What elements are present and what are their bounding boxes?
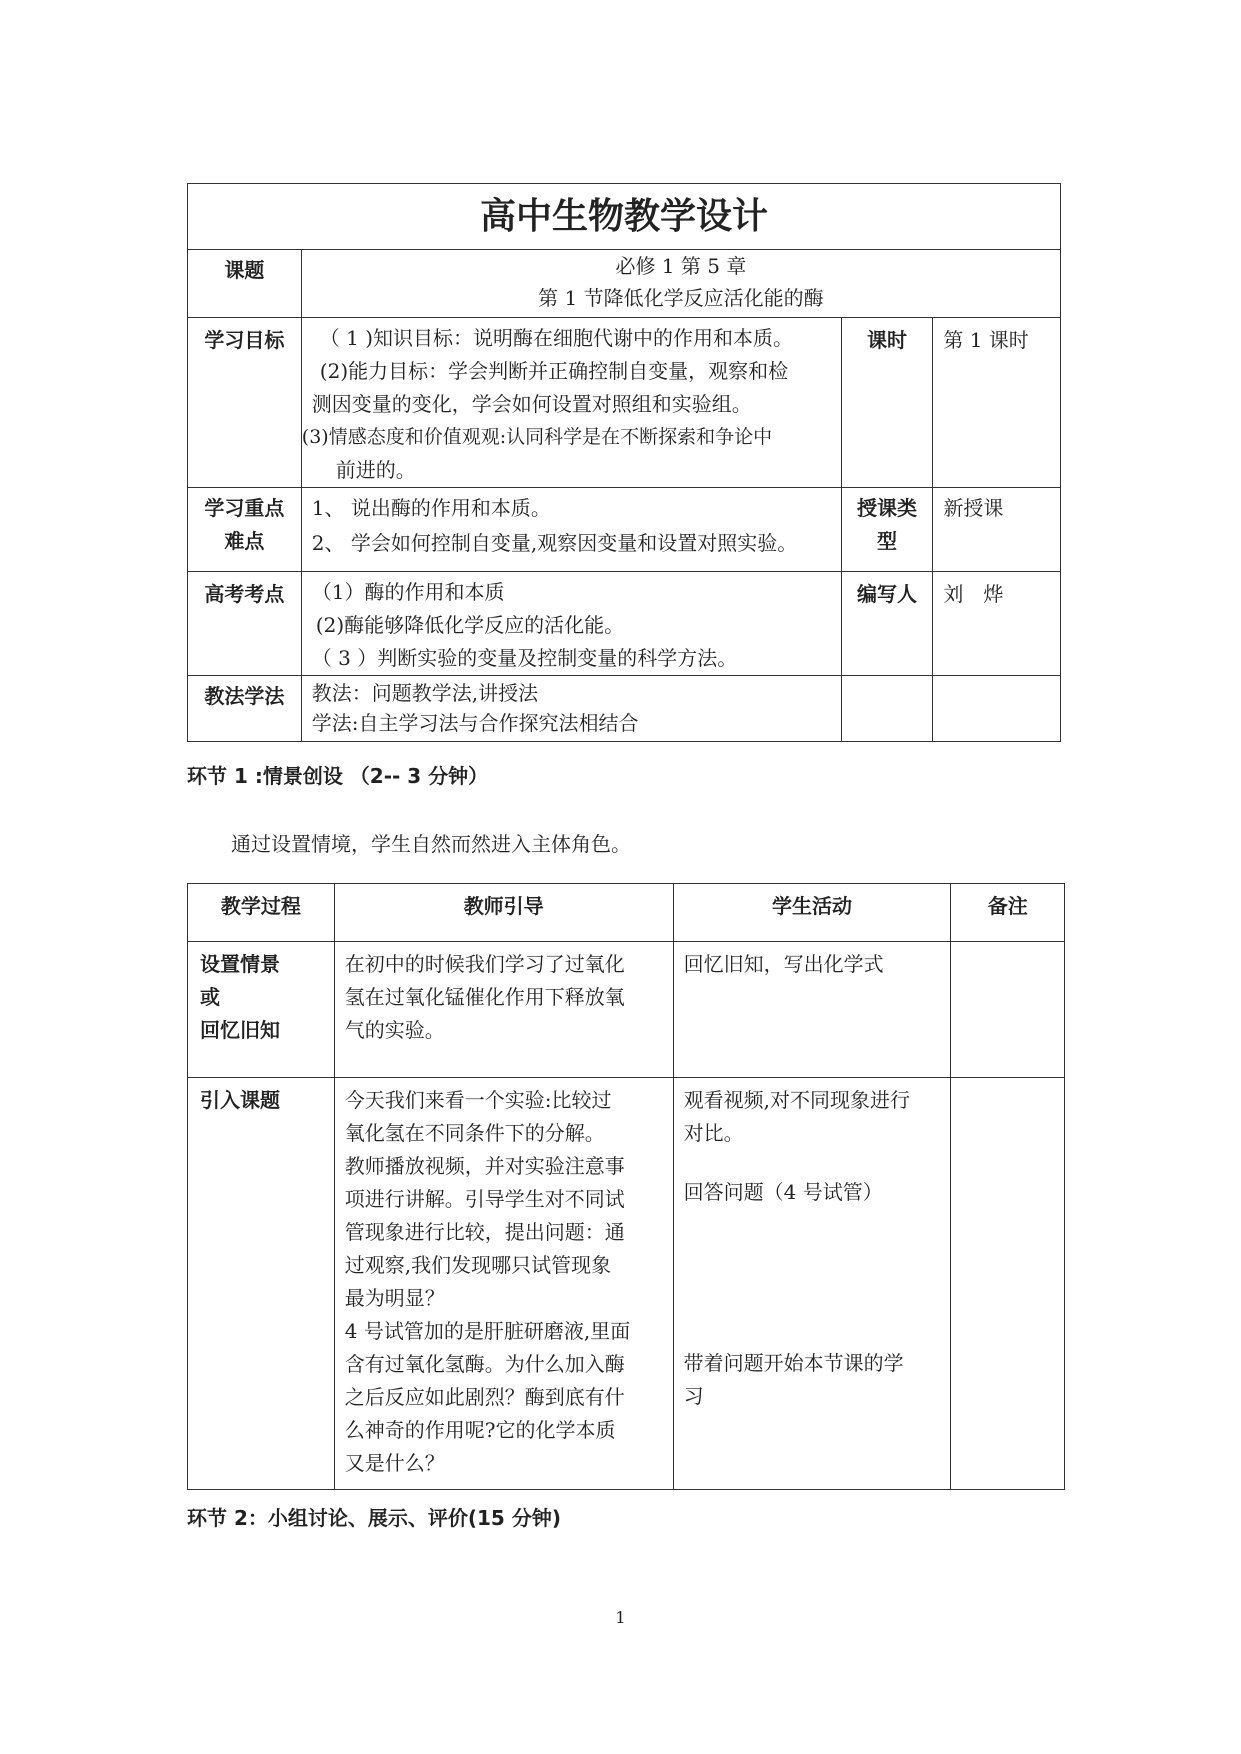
topic-label: 课题 — [188, 250, 302, 318]
student-cell — [673, 1078, 951, 1490]
objective-line: （ 1 )知识目标：说明酶在细胞代谢中的作用和本质。 — [319, 326, 794, 350]
objective-line: (2)能力目标：学会判断并正确控制自变量，观察和检 — [319, 359, 789, 383]
teacher-line: 最为明显？ — [344, 1286, 445, 1310]
empty-cell — [933, 676, 1061, 742]
teacher-line: 在初中的时候我们学习了过氧化 — [344, 952, 625, 976]
teaching-process-table — [187, 883, 1065, 1490]
stage-line: 或 — [200, 985, 220, 1009]
exam-point-line: （1）酶的作用和本质 — [311, 580, 505, 604]
student-line: 回忆旧知，写出化学式 — [683, 952, 884, 976]
teacher-cell — [334, 942, 673, 1078]
teacher-cell — [334, 1078, 673, 1490]
methods-value — [301, 676, 841, 742]
lesson-type-label — [841, 488, 933, 572]
column-header-notes: 备注 — [951, 884, 1065, 942]
key-points-label-line-1: 学习重点 — [204, 496, 285, 520]
student-line: 观看视频,对不同现象进行 — [683, 1088, 910, 1112]
teacher-line: 之后反应如此剧烈？酶到底有什 — [344, 1385, 625, 1409]
student-line: 习 — [683, 1384, 704, 1408]
lesson-type-label-line-2: 型 — [876, 529, 897, 553]
key-point-line: 1、 说出酶的作用和本质。 — [311, 496, 551, 520]
teacher-line: 项进行讲解。引导学生对不同试 — [344, 1187, 625, 1211]
method-line: 教法：问题教学法,讲授法 — [311, 681, 539, 705]
teacher-line: 4 号试管加的是肝脏研磨液,里面 — [344, 1319, 631, 1343]
objectives-value — [301, 318, 841, 488]
key-points-value — [301, 488, 841, 572]
author-label: 编写人 — [841, 572, 933, 676]
student-line: 带着问题开始本节课的学 — [683, 1351, 904, 1375]
exam-points-label: 高考考点 — [188, 572, 302, 676]
stage-line: 设置情景 — [200, 952, 280, 976]
exam-point-line: (2)酶能够降低化学反应的活化能。 — [315, 613, 625, 637]
objective-line: 测因变量的变化，学会如何设置对照组和实验组。 — [311, 392, 752, 416]
teacher-line: 过观察,我们发现哪只试管现象 — [344, 1253, 612, 1277]
column-header-student: 学生活动 — [673, 884, 951, 942]
teacher-line: 管现象进行比较，提出问题：通 — [344, 1220, 625, 1244]
objective-line: (3)情感态度和价值观观:认同科学是在不断探索和争论中 — [301, 426, 773, 448]
lesson-type-label-line-1: 授课类 — [856, 496, 917, 520]
method-line: 学法:自主学习法与合作探究法相结合 — [311, 711, 639, 735]
teacher-line: 今天我们来看一个实验:比较过 — [344, 1088, 612, 1112]
teacher-line: 气的实验。 — [344, 1018, 445, 1042]
stage-cell: 引入课题 — [188, 1078, 335, 1490]
methods-label: 教法学法 — [188, 676, 302, 742]
document-title: 高中生物教学设计 — [188, 184, 1061, 250]
page-number: 1 — [615, 1608, 626, 1627]
lesson-info-table — [187, 183, 1061, 742]
notes-cell — [951, 1078, 1065, 1490]
student-cell — [673, 942, 951, 1078]
empty-cell — [841, 676, 933, 742]
author-value: 刘 烨 — [933, 572, 1061, 676]
period-label: 课时 — [841, 318, 933, 488]
section-1-intro: 通过设置情境，学生自然而然进入主体角色。 — [231, 832, 631, 856]
column-header-stage: 教学过程 — [188, 884, 335, 942]
column-header-teacher: 教师引导 — [334, 884, 673, 942]
teacher-line: 氧化氢在不同条件下的分解。 — [344, 1121, 605, 1145]
exam-points-value — [301, 572, 841, 676]
section-2-heading: 环节 2：小组讨论、展示、评价(15 分钟) — [187, 1506, 561, 1530]
key-points-label — [188, 488, 302, 572]
student-line: 对比。 — [683, 1121, 744, 1145]
teacher-line: 含有过氧化氢酶。为什么加入酶 — [344, 1352, 625, 1376]
teacher-line: 么神奇的作用呢?它的化学本质 — [344, 1418, 616, 1442]
exam-point-line: （ 3 ）判断实验的变量及控制变量的科学方法。 — [311, 646, 738, 670]
objectives-label: 学习目标 — [188, 318, 302, 488]
notes-cell — [951, 942, 1065, 1078]
objective-line: 前进的。 — [335, 458, 416, 482]
section-1-heading: 环节 1 :情景创设 （2-- 3 分钟） — [187, 764, 489, 788]
stage-line: 回忆旧知 — [200, 1018, 280, 1042]
teacher-line: 教师播放视频，并对实验注意事 — [344, 1154, 625, 1178]
period-value: 第 1 课时 — [933, 318, 1061, 488]
topic-value — [301, 250, 1060, 318]
key-points-label-line-2: 难点 — [224, 529, 265, 553]
topic-line-2: 第 1 节降低化学反应活化能的酶 — [538, 286, 824, 310]
teacher-line: 氢在过氧化锰催化作用下释放氧 — [344, 985, 625, 1009]
stage-cell — [188, 942, 335, 1078]
lesson-type-value: 新授课 — [933, 488, 1061, 572]
key-point-line: 2、 学会如何控制自变量,观察因变量和设置对照实验。 — [311, 531, 798, 555]
topic-line-1: 必修 1 第 5 章 — [615, 254, 747, 278]
student-line: 回答问题（4 号试管） — [683, 1180, 883, 1204]
teacher-line: 又是什么？ — [344, 1451, 445, 1475]
